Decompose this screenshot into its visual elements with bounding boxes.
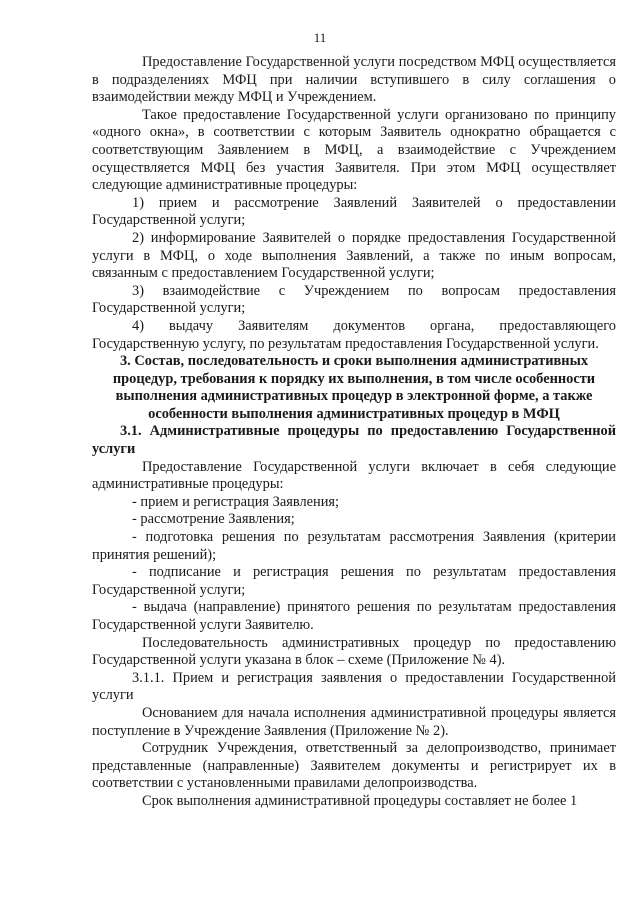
paragraph-employee: Сотрудник Учреждения, ответственный за делопроизводство, принимает представленные (направленные) Заявителем документы и регистрирует их в соответствии с установленными правилами делопроизводства. (92, 740, 616, 792)
dash-item-1: - прием и регистрация Заявления; (132, 493, 340, 510)
paragraph-mfc-provision: Предоставление Государственной услуги посредством МФЦ осуществляется в подразделениях МФЦ при наличии вступившего в силу соглашения о взаимодействии между МФЦ и Учреждением. (92, 54, 616, 106)
list-item-1: 1) прием и рассмотрение Заявлений Заявителей о предоставлении Государственной услуги; (92, 194, 616, 229)
subsection-3-1-title: 3.1. Административные процедуры по предоставлению Государственной услуги (92, 423, 616, 458)
paragraph-procedures-intro: Предоставление Государственной услуги включает в себя следующие административные процедуры: (92, 458, 616, 493)
dash-item-5: - выдача (направление) принятого решения по результатам предоставления Государственной услуги Заявителю. (92, 599, 616, 633)
paragraph-one-window: Такое предоставление Государственной услуги организовано по принципу «одного окна», в соответствии с которым Заявитель однократно обращается с соответствующим Заявлением в МФЦ, а взаимодействие с Учреждением осуществляется МФЦ без участия Заявителя. При этом МФЦ осуществляет следующие административные процедуры: (92, 106, 616, 194)
subsection-3-1-1-title: 3.1.1. Прием и регистрация заявления о предоставлении Государственной услуги (92, 669, 616, 704)
list-item-2: 2) информирование Заявителей о порядке предоставления Государственной услуги в МФЦ, о ходе выполнения Заявлений, а также по иным вопросам, связанным с предоставлением Государственной услуги; (92, 229, 616, 282)
page-number: 11 (313, 30, 327, 45)
list-item-3: 3) взаимодействие с Учреждением по вопросам предоставления Государственной услуги; (92, 282, 616, 317)
section-3-title: 3. Состав, последовательность и сроки выполнения административных процедур, требования к порядку их выполнения, в том числе особенности выполнения административных процедур в электронной форме, а также особенности выполнения административных процедур в МФЦ (112, 353, 596, 422)
dash-item-3: - подготовка решения по результатам рассмотрения Заявления (критерии принятия решений); (92, 529, 616, 563)
paragraph-sequence: Последовательность административных процедур по предоставлению Государственной услуги указана в блок – схеме (Приложение № 4). (92, 634, 616, 669)
document-body (92, 54, 616, 811)
paragraph-deadline: Срок выполнения административной процедуры составляет не более 1 (142, 792, 578, 809)
dash-item-2: - рассмотрение Заявления; (132, 511, 295, 528)
paragraph-basis: Основанием для начала исполнения административной процедуры является поступление в Учреждение Заявления (Приложение № 2). (92, 704, 616, 739)
dash-item-4: - подписание и регистрация решения по результатам предоставления Государственной услуги; (92, 564, 616, 598)
list-item-4: 4) выдачу Заявителям документов органа, предоставляющего Государственную услугу, по результатам предоставления Государственной услуги. (92, 317, 616, 352)
